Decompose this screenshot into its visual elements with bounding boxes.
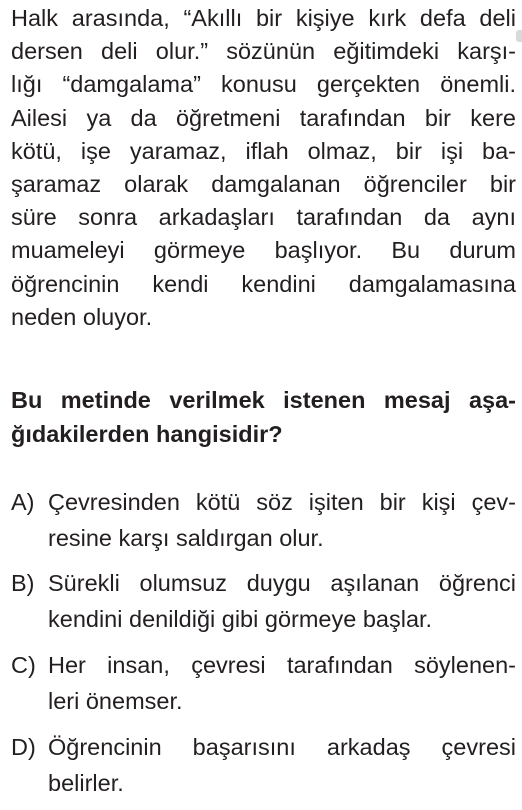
passage-line: Halk arasında, “Akıllı bir kişiye kırk defa deli xyxy=(11,5,516,31)
option-line: resine karşı saldırgan olur. xyxy=(48,525,324,551)
passage-line: lığı “damgalama” konusu gerçekten önemli. xyxy=(11,71,516,98)
option-line: leri önemser. xyxy=(48,688,183,714)
option-line: belirler. xyxy=(48,770,124,796)
option-text xyxy=(48,647,516,719)
passage-line: muameleyi görmeye başlıyor. Bu durum xyxy=(11,237,516,264)
option-line: Çevresinden kötü söz işiten bir kişi çev- xyxy=(48,489,516,515)
passage-line: şaramaz olarak damgalanan öğrenciler bir xyxy=(11,171,516,198)
passage-line: dersen deli olur.” sözünün eğitimdeki karşı- xyxy=(11,38,516,65)
option-text xyxy=(48,565,516,637)
option-text xyxy=(48,729,516,801)
option-line: kendini denildiği gibi görmeye başlar. xyxy=(48,606,433,632)
question-line: Bu metinde verilmek istenen mesaj aşa- xyxy=(11,387,516,413)
passage-line: öğrencinin kendi kendini damgalamasına xyxy=(11,270,516,297)
option-letter: A) xyxy=(11,489,35,515)
passage-text xyxy=(11,2,516,334)
option-text xyxy=(48,484,516,556)
passage-line: süre sonra arkadaşları tarafından da aynı xyxy=(11,204,516,231)
option-line: Öğrencinin başarısını arkadaş çevresi xyxy=(48,734,516,760)
question-stem xyxy=(11,383,516,451)
question-line: ğıdakilerden hangisidir? xyxy=(11,421,283,447)
option-line: Sürekli olumsuz duygu aşılanan öğrenci xyxy=(48,570,516,596)
passage-line: kötü, işe yaramaz, iflah olmaz, bir işi ba- xyxy=(11,137,516,164)
option-line: Her insan, çevresi tarafından söylenen- xyxy=(48,652,516,678)
passage-line: Ailesi ya da öğretmeni tarafından bir kere xyxy=(11,104,516,131)
option-letter: B) xyxy=(11,570,35,596)
edge-mark xyxy=(516,30,522,42)
passage-line: neden oluyor. xyxy=(11,303,153,330)
option-letter: C) xyxy=(11,652,36,678)
option-letter: D) xyxy=(11,734,36,760)
